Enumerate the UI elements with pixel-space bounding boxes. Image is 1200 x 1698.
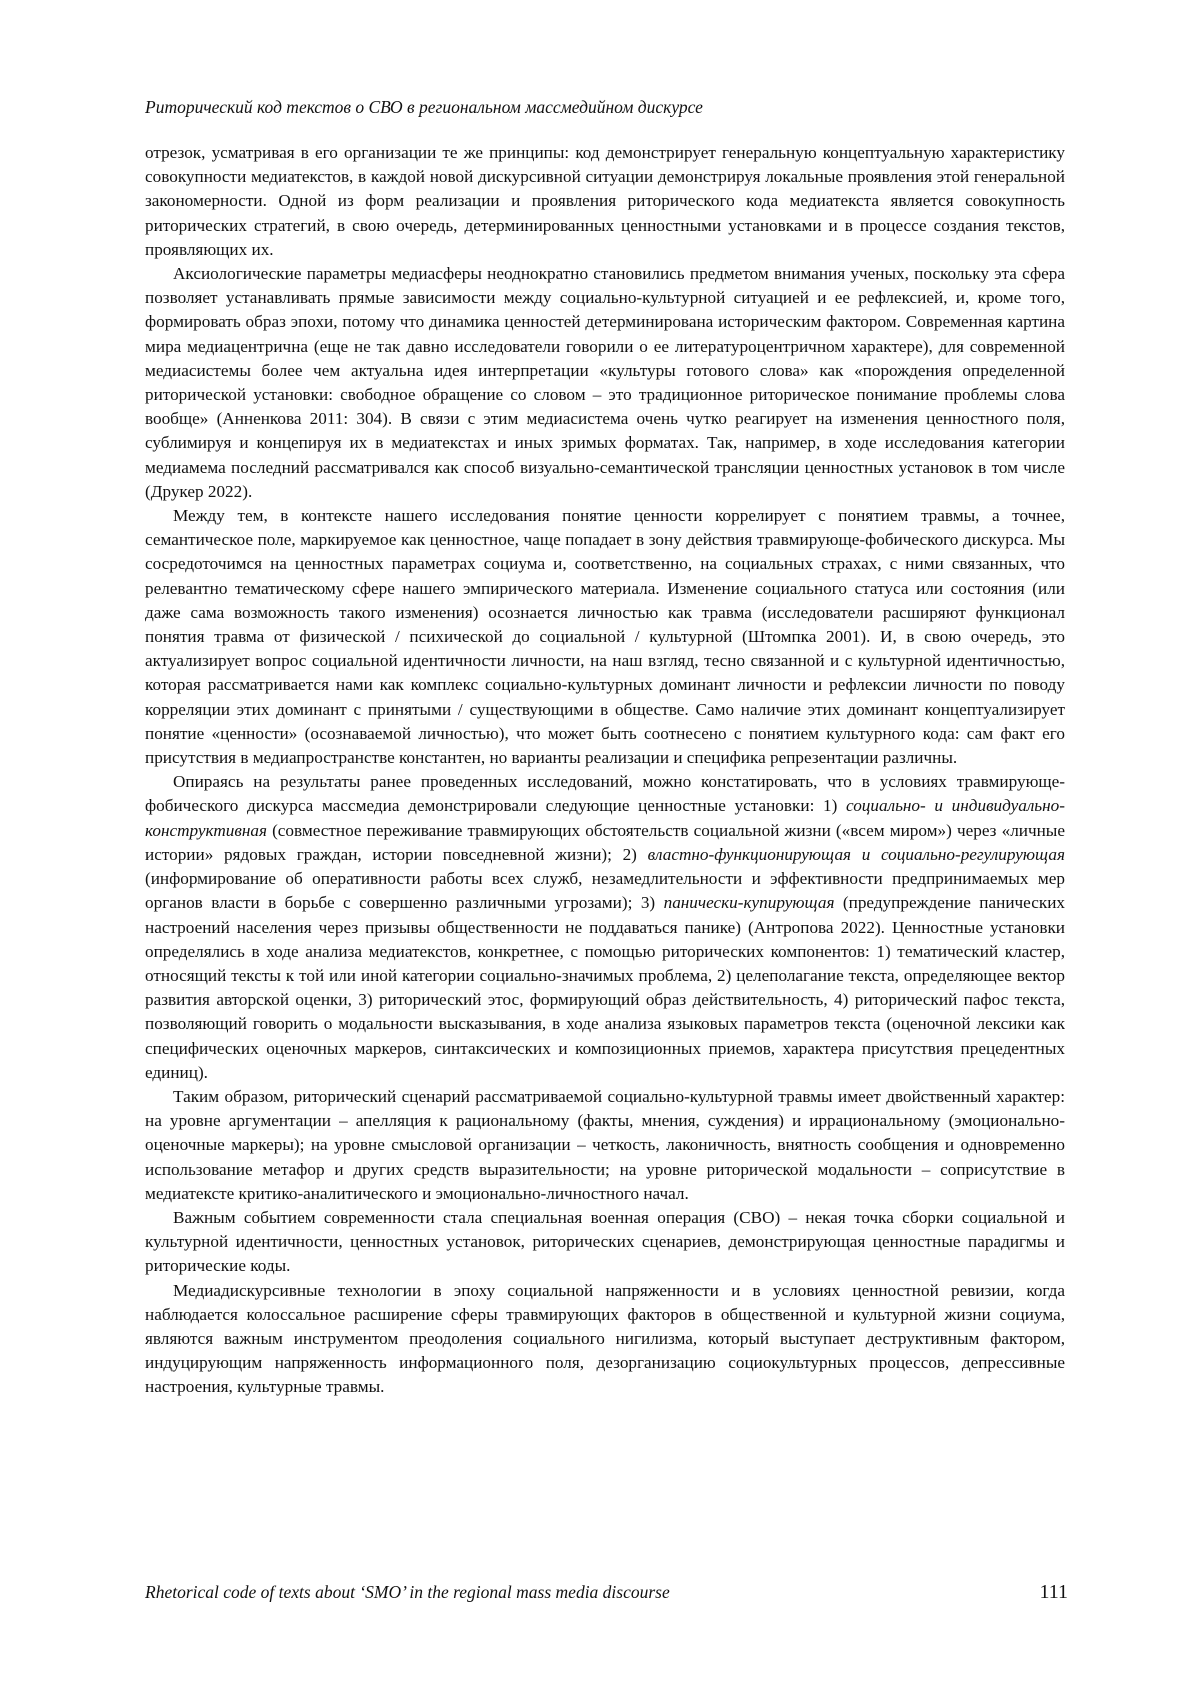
paragraph-3 — [145, 504, 1065, 770]
paragraph-text: (совместное переживание травмирующих обстоятельств социальной жизни («всем миром») через «личные истории» рядовых граждан, истории повседневной жизни); 2) — [145, 820, 1065, 864]
paragraph-1 — [145, 141, 1065, 262]
page-number: 111 — [1039, 1581, 1068, 1603]
article-body — [145, 141, 1065, 1400]
paragraph-text: Аксиологические параметры медиасферы неоднократно становились предметом внимания ученых, поскольку эта сфера позволяет устанавливать прямые зависимости между социально-культурной ситуацией и ее рефлексией, и, кроме того, формировать образ эпохи, потому что динамика ценностей детерминирована историческим фактором. Современная картина мира медиацентрична (еще не так давно исследователи говорили о ее литературоцентричном характере), для современной медиасистемы более чем актуальна идея интерпретации «культуры готового слова» как «порождения определенной риторической установки: свободное обращение со словом – это традиционное риторическое понимание проблемы слова вообще» (Анненкова 2011: 304). В связи с этим медиасистема очень чутко реагирует на изменения ценностного поля, сублимируя и концепируя их в медиатекстах и иных зримых форматах. Так, например, в ходе исследования категории медиамема последний рассматривался как способ визуально-семантической трансляции ценностных установок в том числе (Друкер 2022). — [145, 264, 1065, 501]
paragraph-text: Между тем, в контексте нашего исследования понятие ценности коррелирует с понятием травмы, а точнее, семантическое поле, маркируемое как ценностное, чаще попадает в зону действия травмирующе-фобического дискурса. Мы сосредоточимся на ценностных параметрах социума и, соответственно, на социальных страхах, с ними связанных, что релевантно тематическому сфере нашего эмпирического материала. Изменение социального статуса или состояния (или даже сама возможность такого изменения) осознается личностью как травма (исследователи расширяют функционал понятия травма от физической / психической до социальной / культурной (Штомпка 2001). И, в свою очередь, это актуализирует вопрос социальной идентичности личности, на наш взгляд, тесно связанной и с культурной идентичностью, которая рассматривается нами как комплекс социально-культурных доминант личности и рефлексии личности по поводу корреляции этих доминант с принятыми / существующими в обществе. Само наличие этих доминант концептуализирует понятие «ценности» (осознаваемой личностью), что может быть соотнесено с понятием культурного кода: сам факт его присутствия в медиапространстве константен, но варианты реализации и специфика репрезентации различны. — [145, 506, 1065, 768]
italic-term-1: социально- и индивидуально-конструктивная — [145, 796, 1065, 840]
paragraph-2 — [145, 262, 1065, 504]
paragraph-text: (предупреждение панических настроений населения через призывы общественности не поддаваться панике) (Антропова 2022). Ценностные установки определялись в ходе анализа медиатекстов, конкретнее, с помощью риторических компонентов: 1) тематический кластер, относящий тексты к той или иной категории социально-значимых проблема, 2) целеполагание текста, определяющее вектор развития авторской оценки, 3) риторический этос, формирующий образ действительность, 4) риторический пафос текста, позволяющий говорить о модальности высказывания, в ходе анализа языковых параметров текста (оценочной лексики как специфических оценочных маркеров, синтаксических и композиционных приемов, характера присутствия прецедентных единиц). — [145, 893, 1065, 1082]
running-footer: Rhetorical code of texts about ‘SMO’ in the regional mass media discourse — [145, 1582, 670, 1602]
paragraph-text: отрезок, усматривая в его организации те же принципы: код демонстрирует генеральную концептуальную характеристику совокупности медиатекстов, в каждой новой дискурсивной ситуации демонстрируя локальные проявления этой генеральной закономерности. Одной из форм реализации и проявления риторического кода медиатекста является совокупность риторических стратегий, в свою очередь, детерминированных ценностными установками и в процессе создания текстов, проявляющих их. — [145, 143, 1065, 259]
paragraph-text: Таким образом, риторический сценарий рассматриваемой социально-культурной травмы имеет двойственный характер: на уровне аргументации – апелляция к рациональному (факты, мнения, суждения) и иррациональному (эмоционально-оценочные маркеры); на уровне смысловой организации – четкость, лаконичность, внятность сообщения и одновременно использование метафор и других средств выразительности; на уровне риторической модальности – соприсутствие в медиатексте критико-аналитического и эмоционально-личностного начал. — [145, 1086, 1065, 1203]
italic-term-2: властно-функционирующая и социально-регулирующая — [647, 844, 1065, 864]
paragraph-text: Медиадискурсивные технологии в эпоху социальной напряженности и в условиях ценностной ревизии, когда наблюдается колоссальное расширение сферы травмирующих факторов в общественной и культурной жизни социума, являются важным инструментом преодоления социального нигилизма, который выступает деструктивным фактором, индуцирующим напряженность информационного поля, дезорганизацию социокультурных процессов, депрессивные настроения, культурные травмы. — [145, 1280, 1065, 1397]
paragraph-text: Важным событием современности стала специальная военная операция (СВО) – некая точка сборки социальной и культурной идентичности, ценностных установок, риторических сценариев, демонстрирующая ценностные парадигмы и риторические коды. — [145, 1207, 1065, 1276]
paragraph-text: (информирование об оперативности работы всех служб, незамедлительности и эффективности предпринимаемых мер органов власти в борьбе с совершенно различными угрозами); 3) — [145, 869, 1065, 913]
paragraph-4 — [145, 770, 1065, 1085]
paragraph-text: Опираясь на результаты ранее проведенных исследований, можно констатировать, что в условиях травмирующе-фобического дискурса массмедиа демонстрировали следующие ценностные установки: 1) — [145, 772, 1065, 816]
paragraph-6 — [145, 1206, 1065, 1279]
paragraph-7 — [145, 1279, 1065, 1400]
running-header: Риторический код текстов о СВО в региональном массмедийном дискурсе — [145, 97, 703, 117]
paragraph-5 — [145, 1085, 1065, 1206]
italic-term-3: панически-купирующая — [663, 893, 835, 913]
